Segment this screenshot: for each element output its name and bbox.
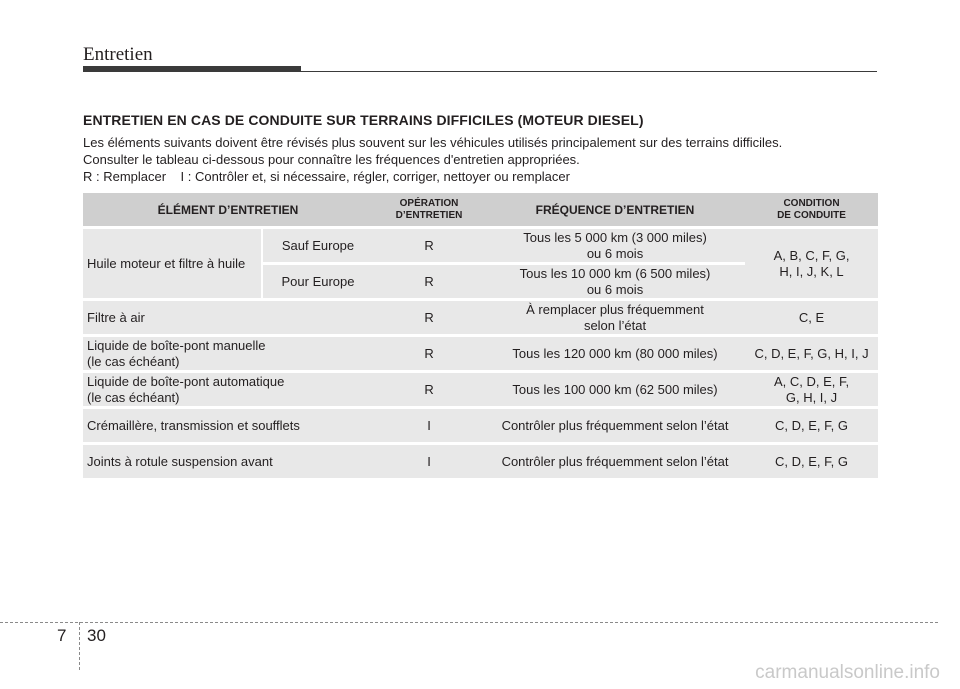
row-element: Crémaillère, transmission et soufflets — [83, 409, 373, 442]
header-condition — [745, 193, 878, 226]
row-operation: R — [373, 265, 485, 298]
condition-line-2: G, H, I, J — [785, 389, 838, 405]
row-condition — [745, 229, 878, 298]
row-operation: R — [373, 337, 485, 370]
row-frequency: Contrôler plus fréquemment selon l’état — [485, 409, 745, 442]
intro-line-1: Les éléments suivants doivent être révisés plus souvent sur les véhicules utilisés principalement sur des terrains difficiles. — [83, 135, 783, 150]
row-operation: I — [373, 445, 485, 478]
table-header-row — [83, 193, 878, 226]
frequency-line-2: ou 6 mois — [586, 281, 644, 297]
row-operation: R — [373, 373, 485, 406]
maintenance-table — [83, 190, 878, 481]
row-frequency: Contrôler plus fréquemment selon l’état — [485, 445, 745, 478]
row-frequency: Tous les 120 000 km (80 000 miles) — [485, 337, 745, 370]
header-operation-line-2: D’ENTRETIEN — [395, 209, 463, 221]
frequency-line-2: selon l’état — [583, 317, 647, 333]
frequency-line-1: Tous les 5 000 km (3 000 miles) — [523, 229, 707, 245]
row-condition: C, D, E, F, G, H, I, J — [745, 337, 878, 370]
row-frequency — [485, 265, 745, 298]
row-element: Joints à rotule suspension avant — [83, 445, 373, 478]
frequency-line-1: À remplacer plus fréquemment — [526, 301, 704, 317]
header-condition-line-1: CONDITION — [783, 197, 840, 209]
row-element — [83, 337, 373, 370]
row-condition: C, D, E, F, G — [745, 409, 878, 442]
row-element: Huile moteur et filtre à huile — [83, 229, 261, 298]
element-line-1: Liquide de boîte-pont automatique — [87, 373, 285, 389]
header-operation-line-1: OPÉRATION — [399, 197, 459, 209]
condition-line-1: A, B, C, F, G, — [773, 247, 850, 263]
condition-line-2: H, I, J, K, L — [779, 263, 844, 279]
header-rule-thick — [83, 66, 301, 72]
table-row — [83, 301, 878, 334]
maintenance-section — [83, 112, 883, 185]
footer-dashed-divider — [79, 622, 80, 670]
row-frequency — [485, 301, 745, 334]
intro-text — [83, 134, 883, 185]
element-line-2: (le cas échéant) — [87, 389, 180, 405]
intro-line-2: Consulter le tableau ci-dessous pour connaître les fréquences d'entretien appropriées. — [83, 152, 580, 167]
frequency-line-2: ou 6 mois — [586, 245, 644, 261]
row-condition: C, D, E, F, G — [745, 445, 878, 478]
table-row — [83, 445, 878, 478]
row-frequency — [485, 229, 745, 262]
row-operation: I — [373, 409, 485, 442]
element-line-2: (le cas échéant) — [87, 353, 180, 369]
row-element — [83, 373, 373, 406]
watermark-text: carmanualsonline.info — [755, 662, 940, 683]
row-operation: R — [373, 229, 485, 262]
row-condition — [745, 373, 878, 406]
table-row — [83, 337, 878, 370]
header-frequency: FRÉQUENCE D’ENTRETIEN — [485, 193, 745, 226]
page-header-title: Entretien — [83, 44, 153, 65]
condition-line-1: A, C, D, E, F, — [773, 373, 850, 389]
header-element: ÉLÉMENT D’ENTRETIEN — [83, 193, 373, 226]
header-condition-line-2: DE CONDUITE — [777, 209, 846, 221]
row-element: Filtre à air — [83, 301, 373, 334]
section-title: ENTRETIEN EN CAS DE CONDUITE SUR TERRAINS DIFFICILES (MOTEUR DIESEL) — [83, 112, 644, 128]
intro-line-3: R : Remplacer I : Contrôler et, si nécessaire, régler, corriger, nettoyer ou remplacer — [83, 169, 570, 184]
frequency-line-1: Tous les 10 000 km (6 500 miles) — [519, 265, 711, 281]
header-operation — [373, 193, 485, 226]
row-frequency: Tous les 100 000 km (62 500 miles) — [485, 373, 745, 406]
row-condition: C, E — [745, 301, 878, 334]
row-sub-element: Sauf Europe — [261, 229, 373, 262]
header-rule-thin — [301, 71, 877, 72]
footer-dashed-rule — [0, 622, 938, 623]
element-line-1: Liquide de boîte-pont manuelle — [87, 337, 266, 353]
page-chapter-number: 7 — [57, 626, 67, 645]
table-row — [83, 229, 878, 262]
page-number: 30 — [87, 626, 106, 645]
row-sub-element: Pour Europe — [261, 265, 373, 298]
table-row — [83, 373, 878, 406]
table-row — [83, 409, 878, 442]
row-operation: R — [373, 301, 485, 334]
